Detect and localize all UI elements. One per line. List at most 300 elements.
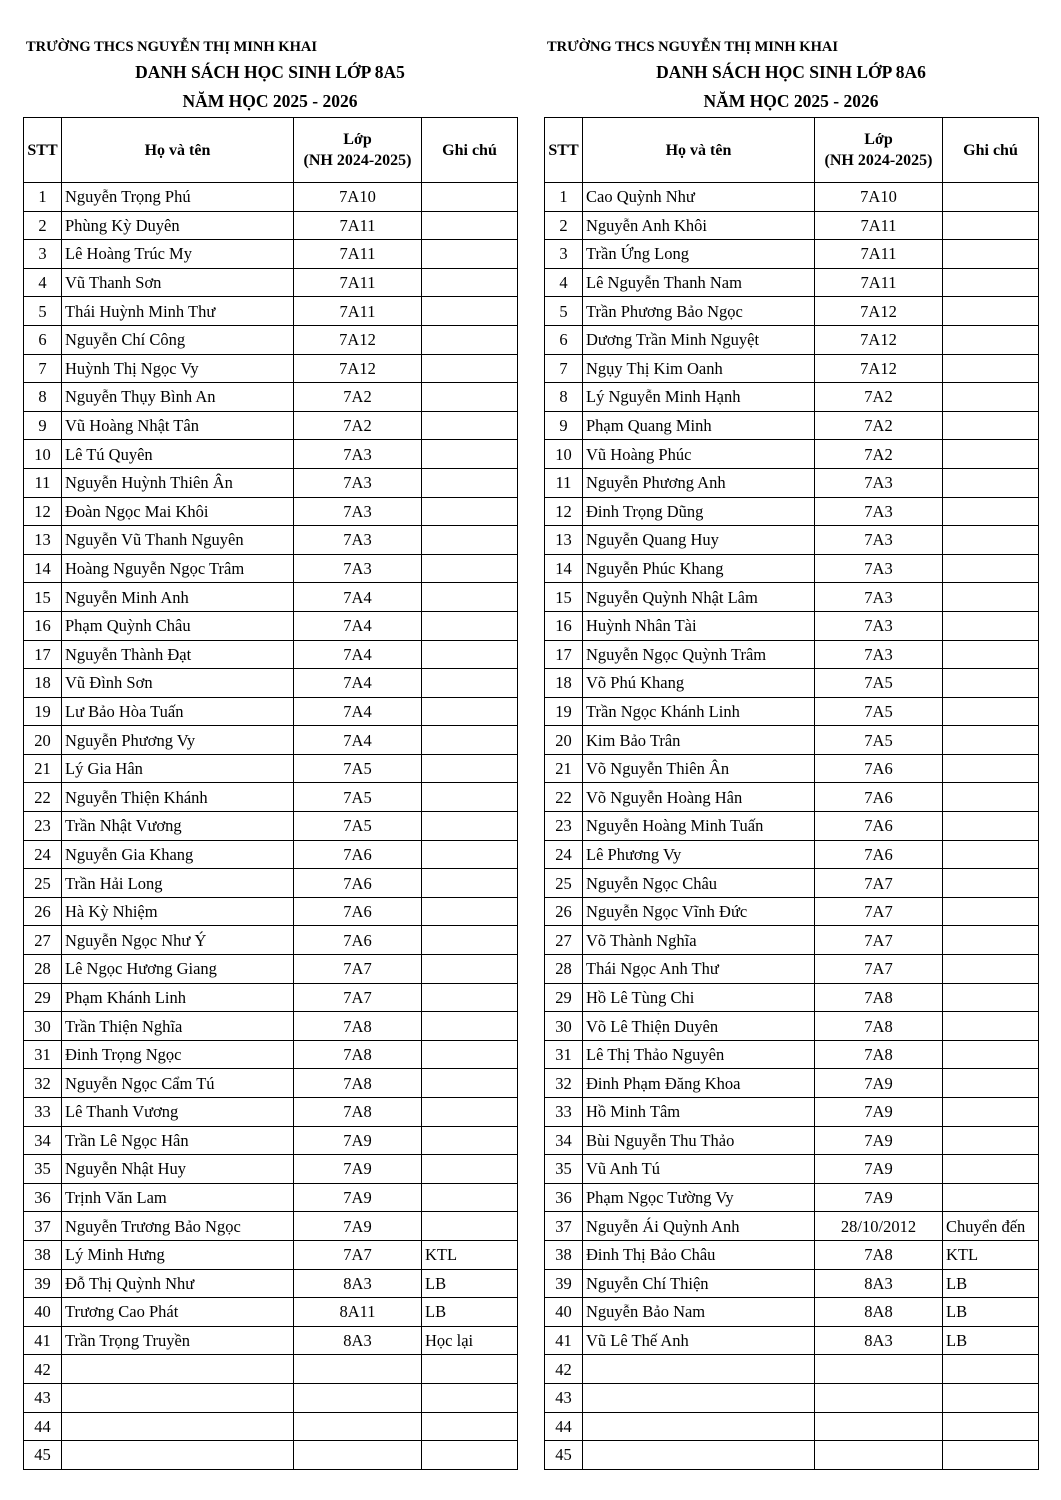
- row-number: 39: [24, 1269, 62, 1298]
- note-cell: [943, 640, 1039, 669]
- note-cell: [943, 1441, 1039, 1470]
- row-number: 40: [545, 1298, 583, 1327]
- note-cell: [943, 1012, 1039, 1041]
- student-name: Lý Gia Hân: [62, 754, 294, 783]
- row-number: 28: [24, 955, 62, 984]
- table-row: [24, 468, 518, 497]
- note-cell: [422, 554, 518, 583]
- table-row: [545, 1269, 1039, 1298]
- row-number: 29: [545, 983, 583, 1012]
- note-cell: [943, 611, 1039, 640]
- note-cell: [943, 1040, 1039, 1069]
- table-row: [24, 1383, 518, 1412]
- previous-class: 7A11: [294, 297, 422, 326]
- row-number: 15: [545, 583, 583, 612]
- previous-class: 7A12: [815, 297, 943, 326]
- table-row: [24, 183, 518, 212]
- previous-class: 8A3: [294, 1269, 422, 1298]
- previous-class: 7A2: [294, 383, 422, 412]
- table-row: [24, 411, 518, 440]
- row-number: 45: [24, 1441, 62, 1470]
- note-cell: [422, 840, 518, 869]
- header-class: [815, 118, 943, 183]
- row-number: 5: [24, 297, 62, 326]
- row-number: 32: [545, 1069, 583, 1098]
- row-number: 14: [24, 554, 62, 583]
- table-row: [545, 526, 1039, 555]
- row-number: 38: [545, 1240, 583, 1269]
- table-row: [545, 840, 1039, 869]
- header-note: Ghi chú: [422, 118, 518, 183]
- row-number: 36: [24, 1183, 62, 1212]
- table-row: [24, 1240, 518, 1269]
- note-cell: [422, 354, 518, 383]
- row-number: 30: [24, 1012, 62, 1041]
- table-row: [24, 983, 518, 1012]
- row-number: 24: [24, 840, 62, 869]
- previous-class: [294, 1355, 422, 1384]
- note-cell: [422, 1040, 518, 1069]
- student-name: Trần Ngọc Khánh Linh: [583, 697, 815, 726]
- table-row: [24, 583, 518, 612]
- student-table: [544, 117, 1039, 1470]
- row-number: 13: [545, 526, 583, 555]
- row-number: 7: [545, 354, 583, 383]
- table-row: [545, 1240, 1039, 1269]
- note-cell: [422, 1012, 518, 1041]
- previous-class: 7A6: [815, 783, 943, 812]
- row-number: 38: [24, 1240, 62, 1269]
- note-cell: [943, 1069, 1039, 1098]
- note-cell: [422, 411, 518, 440]
- previous-class: 7A4: [294, 669, 422, 698]
- table-row: [545, 726, 1039, 755]
- previous-class: 7A8: [815, 1240, 943, 1269]
- table-row: [24, 497, 518, 526]
- table-row: [545, 1441, 1039, 1470]
- note-cell: [422, 468, 518, 497]
- table-row: [545, 1155, 1039, 1184]
- previous-class: 7A5: [294, 783, 422, 812]
- previous-class: [815, 1441, 943, 1470]
- row-number: 9: [24, 411, 62, 440]
- student-name: Trần Thiện Nghĩa: [62, 1012, 294, 1041]
- note-cell: [943, 840, 1039, 869]
- student-name: Hoàng Nguyễn Ngọc Trâm: [62, 554, 294, 583]
- row-number: 5: [545, 297, 583, 326]
- header-stt: STT: [545, 118, 583, 183]
- row-number: 11: [545, 468, 583, 497]
- table-row: [24, 554, 518, 583]
- previous-class: 7A5: [815, 726, 943, 755]
- student-name: Cao Quỳnh Như: [583, 183, 815, 212]
- class-list-8a6: [544, 36, 1038, 1470]
- note-cell: [943, 325, 1039, 354]
- row-number: 19: [545, 697, 583, 726]
- previous-class: 7A11: [294, 211, 422, 240]
- table-row: [545, 1098, 1039, 1127]
- student-name: [583, 1441, 815, 1470]
- row-number: 33: [545, 1098, 583, 1127]
- previous-class: 7A4: [294, 697, 422, 726]
- note-cell: [943, 1412, 1039, 1441]
- student-table: [23, 117, 518, 1470]
- row-number: 12: [24, 497, 62, 526]
- previous-class: 7A3: [815, 640, 943, 669]
- student-name: Hồ Minh Tâm: [583, 1098, 815, 1127]
- note-cell: [943, 497, 1039, 526]
- student-name: Nguyễn Quang Huy: [583, 526, 815, 555]
- row-number: 39: [545, 1269, 583, 1298]
- table-row: [24, 211, 518, 240]
- note-cell: [943, 1183, 1039, 1212]
- student-name: Nguyễn Nhật Huy: [62, 1155, 294, 1184]
- note-cell: [943, 526, 1039, 555]
- previous-class: 8A8: [815, 1298, 943, 1327]
- previous-class: 7A6: [294, 840, 422, 869]
- previous-class: 7A10: [815, 183, 943, 212]
- previous-class: 7A11: [294, 268, 422, 297]
- previous-class: 7A5: [815, 669, 943, 698]
- table-row: [24, 1069, 518, 1098]
- previous-class: 7A9: [815, 1069, 943, 1098]
- note-cell: [943, 697, 1039, 726]
- student-name: Đỗ Thị Quỳnh Như: [62, 1269, 294, 1298]
- student-name: Phùng Kỳ Duyên: [62, 211, 294, 240]
- table-row: [545, 926, 1039, 955]
- previous-class: 7A4: [294, 583, 422, 612]
- row-number: 10: [545, 440, 583, 469]
- previous-class: 8A11: [294, 1298, 422, 1327]
- note-cell: LB: [943, 1298, 1039, 1327]
- row-number: 24: [545, 840, 583, 869]
- note-cell: [943, 726, 1039, 755]
- student-name: Võ Thành Nghĩa: [583, 926, 815, 955]
- table-row: [24, 1298, 518, 1327]
- student-name: Trần Phương Bảo Ngọc: [583, 297, 815, 326]
- previous-class: 7A7: [815, 926, 943, 955]
- previous-class: 8A3: [294, 1326, 422, 1355]
- previous-class: 7A11: [815, 268, 943, 297]
- header-class: [294, 118, 422, 183]
- row-number: 18: [24, 669, 62, 698]
- table-row: [24, 1269, 518, 1298]
- table-row: [24, 697, 518, 726]
- header-name: Họ và tên: [583, 118, 815, 183]
- table-row: [24, 840, 518, 869]
- previous-class: 7A9: [815, 1126, 943, 1155]
- row-number: 33: [24, 1098, 62, 1127]
- previous-class: 7A7: [815, 955, 943, 984]
- student-name: [583, 1383, 815, 1412]
- row-number: 27: [545, 926, 583, 955]
- row-number: 2: [24, 211, 62, 240]
- table-row: [545, 1012, 1039, 1041]
- table-row: [545, 955, 1039, 984]
- header-note: Ghi chú: [943, 118, 1039, 183]
- previous-class: 7A7: [294, 955, 422, 984]
- row-number: 1: [545, 183, 583, 212]
- table-row: [24, 611, 518, 640]
- previous-class: 7A9: [294, 1183, 422, 1212]
- student-name: Nguyễn Ngọc Quỳnh Trâm: [583, 640, 815, 669]
- table-row: [545, 611, 1039, 640]
- note-cell: [943, 268, 1039, 297]
- class-list-8a5: [23, 36, 517, 1470]
- student-name: Lý Nguyễn Minh Hạnh: [583, 383, 815, 412]
- previous-class: 7A12: [815, 325, 943, 354]
- student-name: Nguyễn Minh Anh: [62, 583, 294, 612]
- table-row: [24, 754, 518, 783]
- row-number: 27: [24, 926, 62, 955]
- row-number: 2: [545, 211, 583, 240]
- previous-class: 8A3: [815, 1326, 943, 1355]
- note-cell: [943, 297, 1039, 326]
- row-number: 23: [545, 812, 583, 841]
- header-class-line1: Lớp: [343, 131, 372, 148]
- student-name: Lê Thanh Vương: [62, 1098, 294, 1127]
- student-name: Nguyễn Quỳnh Nhật Lâm: [583, 583, 815, 612]
- student-name: Nguyễn Ngọc Cẩm Tú: [62, 1069, 294, 1098]
- note-cell: [943, 1126, 1039, 1155]
- note-cell: [422, 783, 518, 812]
- note-cell: Học lại: [422, 1326, 518, 1355]
- row-number: 30: [545, 1012, 583, 1041]
- table-row: [545, 1126, 1039, 1155]
- student-name: Kim Bảo Trân: [583, 726, 815, 755]
- table-row: [24, 440, 518, 469]
- row-number: 42: [24, 1355, 62, 1384]
- row-number: 20: [545, 726, 583, 755]
- note-cell: [422, 754, 518, 783]
- previous-class: 7A3: [815, 611, 943, 640]
- student-name: Lư Bảo Hòa Tuấn: [62, 697, 294, 726]
- note-cell: [422, 497, 518, 526]
- table-row: [24, 812, 518, 841]
- row-number: 8: [24, 383, 62, 412]
- note-cell: [422, 240, 518, 269]
- note-cell: [943, 354, 1039, 383]
- row-number: 44: [545, 1412, 583, 1441]
- row-number: 15: [24, 583, 62, 612]
- table-row: [24, 726, 518, 755]
- student-name: Nguyễn Hoàng Minh Tuấn: [583, 812, 815, 841]
- note-cell: [943, 240, 1039, 269]
- row-number: 22: [545, 783, 583, 812]
- table-row: [545, 697, 1039, 726]
- previous-class: [294, 1412, 422, 1441]
- previous-class: [294, 1441, 422, 1470]
- row-number: 22: [24, 783, 62, 812]
- row-number: 34: [545, 1126, 583, 1155]
- previous-class: 7A7: [815, 897, 943, 926]
- note-cell: KTL: [943, 1240, 1039, 1269]
- student-name: Vũ Thanh Sơn: [62, 268, 294, 297]
- table-row: [24, 1183, 518, 1212]
- student-name: Lê Ngọc Hương Giang: [62, 955, 294, 984]
- row-number: 21: [24, 754, 62, 783]
- note-cell: [422, 869, 518, 898]
- table-row: [24, 1012, 518, 1041]
- student-name: Nguyễn Gia Khang: [62, 840, 294, 869]
- row-number: 14: [545, 554, 583, 583]
- note-cell: LB: [943, 1269, 1039, 1298]
- table-row: [545, 468, 1039, 497]
- table-row: [545, 869, 1039, 898]
- student-name: Hà Kỳ Nhiệm: [62, 897, 294, 926]
- previous-class: 7A7: [815, 869, 943, 898]
- table-row: [24, 1412, 518, 1441]
- student-name: [62, 1383, 294, 1412]
- table-row: [545, 783, 1039, 812]
- note-cell: [943, 211, 1039, 240]
- student-name: Thái Ngọc Anh Thư: [583, 955, 815, 984]
- row-number: 34: [24, 1126, 62, 1155]
- row-number: 26: [545, 897, 583, 926]
- table-row: [24, 869, 518, 898]
- table-row: [24, 383, 518, 412]
- previous-class: 28/10/2012: [815, 1212, 943, 1241]
- previous-class: 7A6: [815, 840, 943, 869]
- table-row: [545, 983, 1039, 1012]
- student-name: Nguyễn Thiện Khánh: [62, 783, 294, 812]
- previous-class: 7A9: [815, 1098, 943, 1127]
- header-class-line1: Lớp: [864, 131, 893, 148]
- student-name: Bùi Nguyễn Thu Thảo: [583, 1126, 815, 1155]
- previous-class: 7A8: [815, 1040, 943, 1069]
- table-row: [545, 440, 1039, 469]
- student-name: Nguyễn Phương Anh: [583, 468, 815, 497]
- note-cell: [943, 983, 1039, 1012]
- student-name: Nguyễn Bảo Nam: [583, 1298, 815, 1327]
- note-cell: [422, 640, 518, 669]
- previous-class: 7A9: [815, 1155, 943, 1184]
- previous-class: 7A11: [294, 240, 422, 269]
- note-cell: [422, 983, 518, 1012]
- note-cell: [943, 955, 1039, 984]
- note-cell: [943, 897, 1039, 926]
- note-cell: [422, 897, 518, 926]
- student-name: Nguyễn Anh Khôi: [583, 211, 815, 240]
- row-number: 45: [545, 1441, 583, 1470]
- row-number: 35: [24, 1155, 62, 1184]
- school-year: NĂM HỌC 2025 - 2026: [703, 91, 879, 111]
- student-name: Nguyễn Trọng Phú: [62, 183, 294, 212]
- student-name: Nguyễn Ngọc Vĩnh Đức: [583, 897, 815, 926]
- student-name: Nguyễn Chí Thiện: [583, 1269, 815, 1298]
- previous-class: 7A7: [294, 1240, 422, 1269]
- previous-class: 7A8: [294, 1012, 422, 1041]
- previous-class: 7A2: [815, 411, 943, 440]
- table-row: [24, 1126, 518, 1155]
- row-number: 25: [24, 869, 62, 898]
- table-row: [545, 583, 1039, 612]
- table-row: [545, 354, 1039, 383]
- student-name: Đinh Trọng Ngọc: [62, 1040, 294, 1069]
- row-number: 41: [545, 1326, 583, 1355]
- note-cell: [422, 669, 518, 698]
- note-cell: [943, 1098, 1039, 1127]
- student-name: Phạm Quang Minh: [583, 411, 815, 440]
- row-number: 40: [24, 1298, 62, 1327]
- student-name: Đoàn Ngọc Mai Khôi: [62, 497, 294, 526]
- note-cell: [943, 468, 1039, 497]
- previous-class: 7A11: [815, 240, 943, 269]
- student-name: Đinh Trọng Dũng: [583, 497, 815, 526]
- student-name: [583, 1412, 815, 1441]
- student-name: Vũ Hoàng Nhật Tân: [62, 411, 294, 440]
- school-year: NĂM HỌC 2025 - 2026: [182, 91, 358, 111]
- table-row: [24, 268, 518, 297]
- note-cell: [943, 1383, 1039, 1412]
- previous-class: 7A6: [294, 869, 422, 898]
- row-number: 41: [24, 1326, 62, 1355]
- student-name: Nguyễn Vũ Thanh Nguyên: [62, 526, 294, 555]
- student-name: Trần Lê Ngọc Hân: [62, 1126, 294, 1155]
- previous-class: 7A3: [815, 526, 943, 555]
- previous-class: 7A5: [815, 697, 943, 726]
- row-number: 13: [24, 526, 62, 555]
- student-name: Hồ Lê Tùng Chi: [583, 983, 815, 1012]
- row-number: 18: [545, 669, 583, 698]
- note-cell: [422, 955, 518, 984]
- previous-class: 7A3: [815, 468, 943, 497]
- student-name: Trần Trọng Truyền: [62, 1326, 294, 1355]
- note-cell: [422, 1383, 518, 1412]
- previous-class: 7A3: [294, 468, 422, 497]
- row-number: 3: [24, 240, 62, 269]
- note-cell: [943, 669, 1039, 698]
- note-cell: LB: [422, 1298, 518, 1327]
- previous-class: 7A5: [294, 754, 422, 783]
- student-name: Nguyễn Thành Đạt: [62, 640, 294, 669]
- previous-class: 8A3: [815, 1269, 943, 1298]
- row-number: 11: [24, 468, 62, 497]
- previous-class: 7A12: [815, 354, 943, 383]
- previous-class: 7A8: [294, 1098, 422, 1127]
- previous-class: 7A3: [815, 554, 943, 583]
- previous-class: 7A2: [815, 383, 943, 412]
- header-stt: STT: [24, 118, 62, 183]
- student-name: Dương Trần Minh Nguyệt: [583, 325, 815, 354]
- student-name: Nguyễn Ái Quỳnh Anh: [583, 1212, 815, 1241]
- note-cell: [422, 268, 518, 297]
- previous-class: [815, 1383, 943, 1412]
- table-header-row: [24, 118, 518, 183]
- table-row: [24, 325, 518, 354]
- previous-class: 7A8: [294, 1069, 422, 1098]
- note-cell: [943, 754, 1039, 783]
- header-class-line2: (NH 2024-2025): [824, 152, 933, 169]
- note-cell: [422, 297, 518, 326]
- student-name: Lê Phương Vy: [583, 840, 815, 869]
- student-name: Nguyễn Huỳnh Thiên Ân: [62, 468, 294, 497]
- row-number: 35: [545, 1155, 583, 1184]
- table-header-row: [545, 118, 1039, 183]
- row-number: 8: [545, 383, 583, 412]
- previous-class: [815, 1355, 943, 1384]
- note-cell: [422, 211, 518, 240]
- table-row: [545, 297, 1039, 326]
- note-cell: [943, 383, 1039, 412]
- row-number: 16: [545, 611, 583, 640]
- table-row: [545, 497, 1039, 526]
- student-name: Đinh Phạm Đăng Khoa: [583, 1069, 815, 1098]
- student-name: Trịnh Văn Lam: [62, 1183, 294, 1212]
- note-cell: [422, 697, 518, 726]
- previous-class: 7A7: [294, 983, 422, 1012]
- note-cell: [943, 583, 1039, 612]
